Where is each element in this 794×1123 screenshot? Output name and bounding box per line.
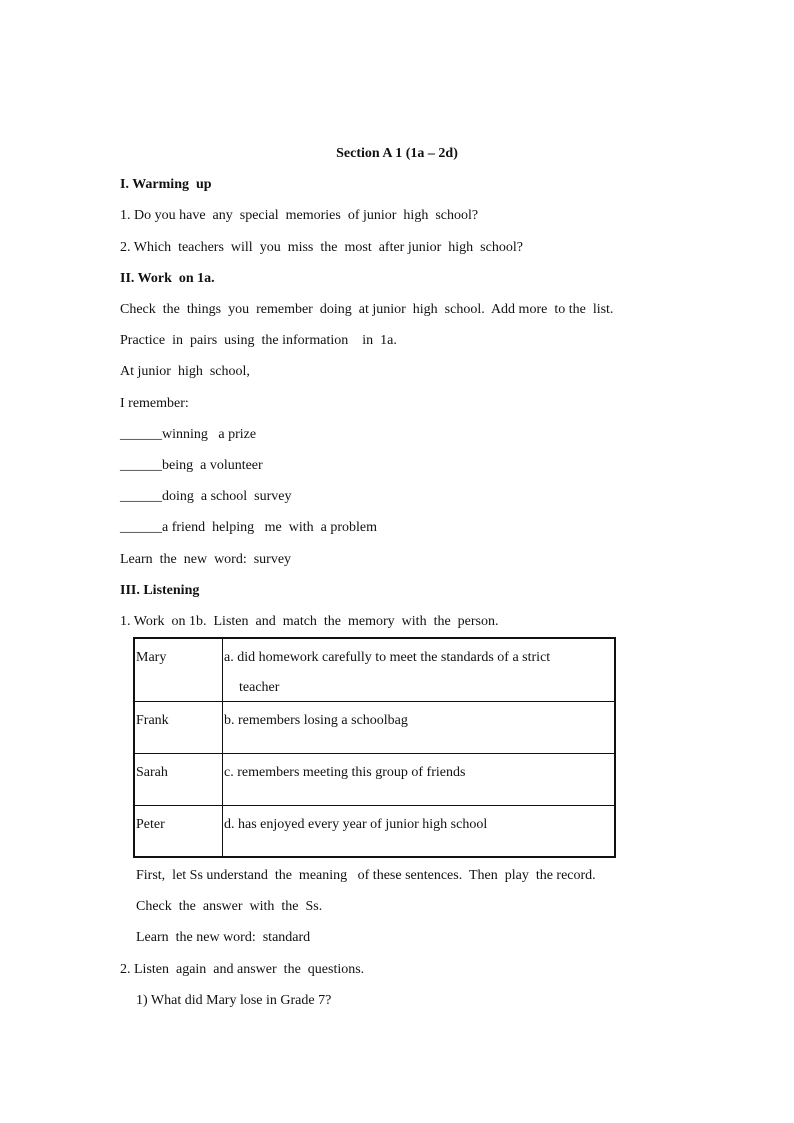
section1-heading: I. Warming up (120, 177, 212, 192)
new-word-standard: Learn the new word: standard (136, 930, 311, 945)
table-row (134, 753, 615, 805)
table-row (134, 638, 615, 701)
section2-heading: II. Work on 1a. (120, 271, 215, 286)
listening-task-1: 1. Work on 1b. Listen and match the memory with the person. (120, 614, 499, 629)
school-intro-line: At junior high school, (120, 364, 250, 379)
memory-text: a. did homework carefully to meet the standards of a strict (224, 650, 551, 665)
matching-table (133, 637, 616, 858)
teacher-note-2: Check the answer with the Ss. (136, 899, 323, 914)
new-word-survey: Learn the new word: survey (120, 552, 292, 567)
teacher-note-1: First, let Ss understand the meaning of these sentences. Then play the record. (136, 868, 596, 883)
memory-text: b. remembers losing a schoolbag (223, 701, 616, 753)
listening-question-1: 1) What did Mary lose in Grade 7? (136, 993, 332, 1008)
person-name: Frank (134, 701, 223, 753)
section3-heading: III. Listening (120, 583, 200, 598)
checklist-item: ______winning a prize (120, 427, 257, 442)
checklist-item: ______being a volunteer (120, 458, 263, 473)
memory-text: c. remembers meeting this group of friends (223, 753, 616, 805)
person-name: Mary (134, 638, 223, 701)
table-row (134, 805, 615, 857)
person-name: Sarah (134, 753, 223, 805)
memory-cell (223, 638, 616, 701)
work-instruction-2: Practice in pairs using the information in 1a. (120, 333, 397, 348)
remember-line: I remember: (120, 396, 189, 411)
work-instruction-1: Check the things you remember doing at junior high school. Add more to the list. (120, 302, 614, 317)
person-name: Peter (134, 805, 223, 857)
memory-text: d. has enjoyed every year of junior high school (223, 805, 616, 857)
warmup-question-1: 1. Do you have any special memories of junior high school? (120, 208, 479, 223)
checklist-item: ______doing a school survey (120, 489, 292, 504)
table-row (134, 701, 615, 753)
memory-text-continued: teacher (239, 680, 280, 695)
checklist-item: ______a friend helping me with a problem (120, 520, 377, 535)
listening-task-2: 2. Listen again and answer the questions. (120, 962, 365, 977)
page-title: Section A 1 (1a – 2d) (336, 146, 458, 161)
warmup-question-2: 2. Which teachers will you miss the most after junior high school? (120, 240, 523, 255)
